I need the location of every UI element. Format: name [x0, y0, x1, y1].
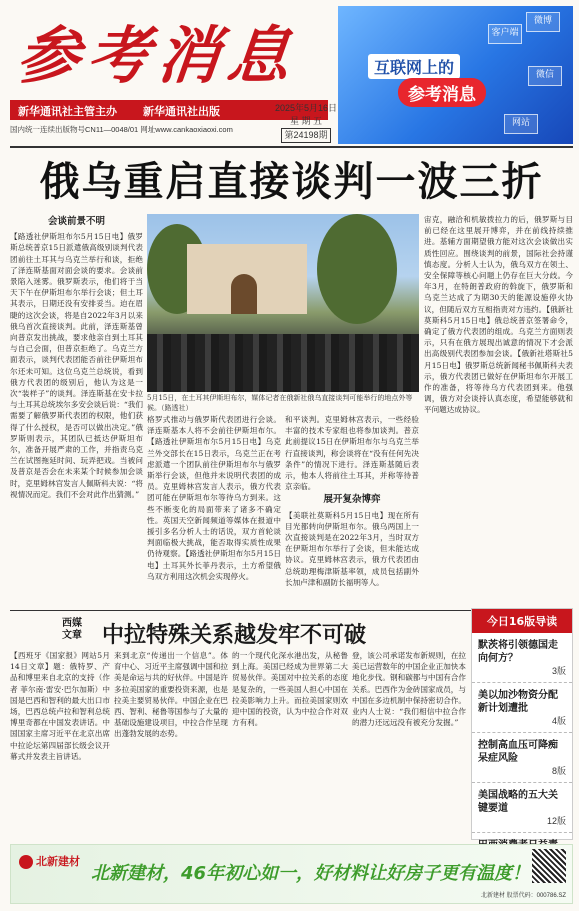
- guide-item[interactable]: [472, 683, 572, 733]
- lower-column-4: [352, 650, 466, 840]
- column-2-text: 格罗式推动与俄罗斯代表团进行会谈。泽连斯基本人将不会前往伊斯坦布尔。【路透社伊斯坦布尔5月15日电】乌克兰外交部长在15日表示，乌克兰正在考虑派遣一个团队前往伊斯坦布尔与俄罗斯举行会谈，但他并未说明代表团的成员。克里姆林宫发言人表示，俄方代表团可能在伊斯坦布尔等待乌方到来。这些不断变化的局面带来了诸多不确定性。英国天空新闻频道等媒体在报道中援引多名分析人士的话说，双方首轮谈判面临极大挑战，能否取得实质性成果仍待观察。【路透社伊斯坦布尔5月15日电】土耳其外长菲丹表示，土方希望俄乌双方利用这次机会实现停火。: [147, 415, 281, 581]
- main-headline: 俄乌重启直接谈判一波三折: [39, 159, 544, 205]
- lower-article-header: [10, 612, 470, 652]
- article-column-4: [424, 214, 573, 610]
- article-column-2: [147, 414, 281, 610]
- lower-column-1: [10, 650, 110, 840]
- lower-column-4-text: 登，该公司承诺发布新规则，在拉美已运营数年的中国企业正加快本地化步伐。钢和碳都与中国有合作关系。巴西作为金砖国家成员，与中国在多边机制中保持密切合作。业内人士说：“我们相信中拉合作的潜力还远远没有被充分发掘。”: [352, 651, 466, 728]
- lower-column-1-text: 【西班牙《国家报》网站5月14日文章】题：俄特罗、产品和博里来自北京的支持（作者 菲尔南·雷安·巴尔加斯）中国是巴西和智利的最大出口市场，巴西总统卢拉和智利总统博里奇都在中国发表讲话。中国国家主席习近平在北京出席中拉论坛第四届部长级会议开幕式并发表主旨讲话。: [10, 651, 110, 761]
- ad-line-1: 互联网上的: [368, 54, 460, 79]
- subhead-1: 会谈前景不明: [47, 216, 105, 227]
- photo-caption: 5月15日，在土耳其伊斯坦布尔，媒体记者在俄新社俄乌直接谈判可能举行的地点外等候。（路透社）: [147, 394, 413, 412]
- article-column-1: [10, 214, 143, 610]
- issue-number: 第24198期: [281, 128, 330, 143]
- guide-item-title: 控制高血压可降痴呆症风险: [478, 740, 558, 764]
- issue-date: 2025年5月16日: [274, 103, 338, 113]
- lower-article-tag: 西媒文章: [62, 618, 82, 641]
- lower-article-title: 中拉特殊关系越发牢不可破: [102, 623, 367, 648]
- guide-item[interactable]: [472, 783, 572, 833]
- lower-column-3: [232, 650, 348, 840]
- lower-column-2-text: 来到北京“传递出一个信息”。体育中心、习近平主席强调中国和拉美是命运与共的好伙伴。中国是许多拉美国家的重要投资来源，也是拉美主要贸易伙伴。中国企业在巴西、智利、秘鲁等国参与了大量的基础设施建设项目，中拉合作呈现出蓬勃发展的态势。: [114, 651, 228, 739]
- crowd-shape: [147, 334, 419, 392]
- guide-item-title: 美以加沙物资分配新计划遭批: [478, 690, 558, 714]
- guide-item-page: 8版: [551, 766, 566, 776]
- top-advertisement[interactable]: [338, 6, 573, 144]
- column-1-text: 【路透社伊斯坦布尔5月15日电】俄罗斯总统普京15日派遣俄高级别谈判代表团前往土耳其与乌克兰举行和谈，拒绝了泽连斯基面对面会谈的要求。会谈前景陷入迷雾。俄罗斯表示，他们将于当天下午在伊斯坦布尔举行会谈；但土耳其表示，日期还没有安排妥当。迫在眉睫的这次会谈，将是自2022年3月以来俄乌首次直接谈判。此前，泽连斯基曾向普京发出挑战，要求他亲自到土耳其与自己会面，但普京拒绝了。乌克兰方面表示，谈判代表团能否前往伊斯坦布尔还未可知。这位乌克兰总统说，看到俄方代表团的级别后，他认为这是一次“装样子”的谈判。泽连斯基在安卡拉与土耳其总统埃尔多安会谈后说：“我们需要了解俄罗斯代表团的权限，他们获得了什么授权，是否可以做出决定。”俄罗斯则表示，其团队已抵达伊斯坦布尔，准备开展严肃的工作，并指责乌克兰在试图拖延时间、玩弄把戏。当被问及普京是否会在未来某个时候参加会谈时，克里姆林宫发言人佩斯科夫说：“将视情况而定。我们不会对此作出猜测。”: [10, 232, 143, 499]
- article-column-3: [285, 414, 419, 610]
- date-box: [270, 102, 342, 143]
- column-3-text: 和平谈判。克里姆林宫表示，一些经验丰富的技术专家组也将参加谈判。普京此前提议15日在伊斯坦布尔与乌克兰举行直接谈判，称会谈将在“没有任何先决条件”的情况下进行。泽连斯基随后表示，他本人将前往土耳其，并称等待普京亲临。: [285, 415, 419, 492]
- door-shape: [231, 274, 257, 314]
- guide-item-page: 12版: [546, 816, 566, 826]
- guide-item-page: 3版: [551, 666, 566, 676]
- headline-rule: [10, 146, 573, 148]
- publisher-left: 新华通讯社主管主办: [18, 106, 117, 118]
- guide-item-title: 默茨将引领德国走向何方？: [478, 640, 558, 664]
- ad-line-2: 参考消息: [398, 78, 486, 107]
- lower-column-2: [114, 650, 228, 840]
- issue-weekday: 星 期 五: [289, 116, 322, 126]
- brand-logo-icon: [19, 855, 33, 869]
- ad-brand: [19, 853, 80, 869]
- today-guide: [471, 608, 573, 840]
- column-4-text: 宙克，融洽和机敏拨拉力的后，俄罗斯与目前已经在这里展开博弈，并在前线持续推进。基辅方面期望俄方能对这次会谈做出实质性回应。围绕谈判的前景，国际社会持谨慎态度。分析人士认为，俄乌双方在领土、安全保障等核心问题上仍存在巨大分歧。今年3月，在特朗普政府的斡旋下，俄罗斯和乌克兰达成了为期30天的能源设施停火协议，但随后双方互相指责对方违约。【俄新社莫斯科5月15日电】俄总统普京签署命令，确定了俄方代表团的组成。乌克兰方面则表示，只有在俄方展现出诚意的情况下才会派出高级别代表团参加会谈。【俄新社塔斯社5月15日电】俄罗斯总统新闻秘书佩斯科夫表示，俄方代表团已做好在伊斯坦布尔开展工作的准备，将等待乌方代表团到来。他强调，俄方对会谈持认真态度，希望能够就和平问题达成协议。: [424, 215, 573, 415]
- ad-slogan: 北新建材，46年初心如一，好材料让好房子更有温度！: [91, 863, 531, 884]
- guide-header: 今日16版导读: [472, 609, 572, 633]
- lower-column-3-text: 的一个现代化深水港出发，从秘鲁到上海。美国已经成为世界第二大贸易伙伴。美国对中拉关系的态度是复杂的，一些美国人担心中国在拉美影响力上升。而拉美国家则欢迎中国的投资，认为中拉合作对双方有利。: [232, 651, 348, 728]
- weibo-cube: 微博: [526, 12, 560, 32]
- guide-item[interactable]: [472, 633, 572, 683]
- guide-item-title: 美国战略的五大关键要道: [478, 790, 558, 814]
- qr-code-icon: [532, 849, 566, 883]
- newspaper-logo: [10, 6, 340, 92]
- app-cube: 客户端: [488, 24, 522, 44]
- news-photo: [147, 214, 419, 392]
- tree-shape: [317, 214, 397, 324]
- newspaper-title: 参考消息: [13, 19, 302, 92]
- guide-item[interactable]: [472, 733, 572, 783]
- bottom-advertisement[interactable]: [10, 844, 573, 904]
- column-3-text-2: 【美联社莫斯科5月15日电】现在所有目光都转向伊斯坦布尔。俄乌两国上一次直接谈判是在2022年3月，当时双方在伊斯坦布尔举行了会谈，但未能达成协议。克里姆林宫表示，俄方代表团由总统助理梅津斯基率领，成员包括副外长加卢津和副防长福明等人。: [285, 510, 419, 587]
- ad-footer: 北新建材 股票代码：000786.SZ: [480, 893, 566, 899]
- ad-brand-name: 北新建材: [36, 856, 80, 868]
- publisher-right: 新华通讯社出版: [143, 106, 220, 118]
- website-cube: 网站: [504, 114, 538, 134]
- guide-item-page: 4版: [551, 716, 566, 726]
- issue-info: 国内统一连续出版物号CN11—0048/01 网址www.cankaoxiaoxi.com: [10, 125, 233, 134]
- building-shape: [187, 244, 307, 314]
- subhead-2: 展开复杂博弈: [323, 494, 381, 506]
- wechat-cube: 微信: [528, 66, 562, 86]
